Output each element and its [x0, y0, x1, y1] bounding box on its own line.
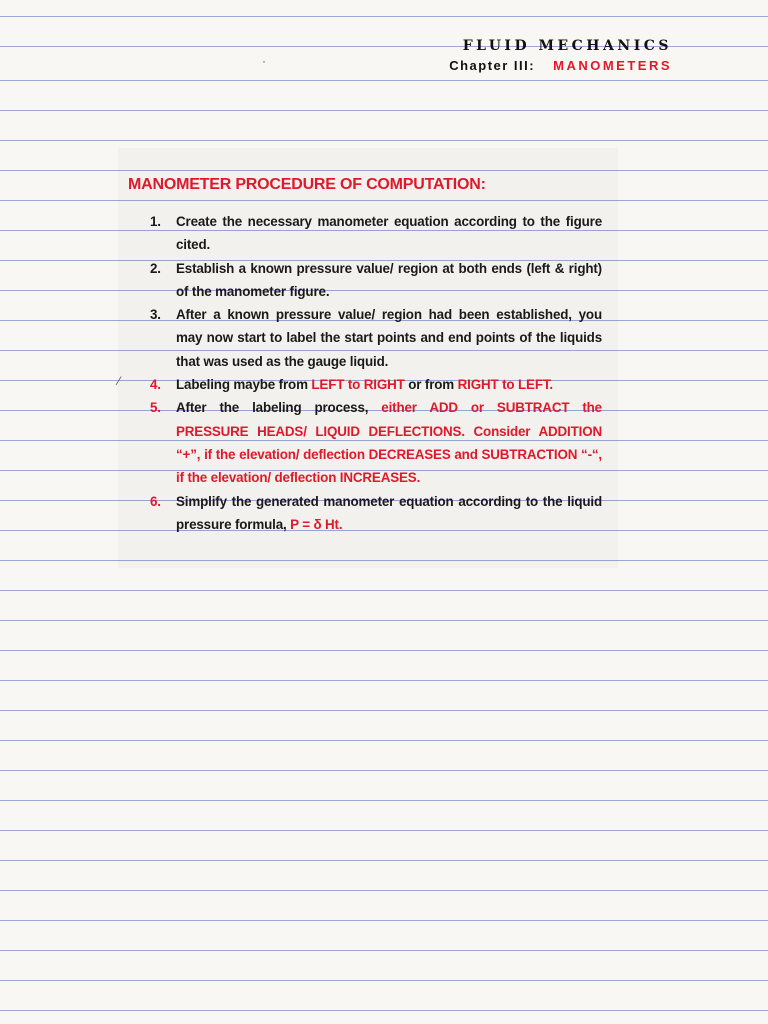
pen-mark: ⁄: [118, 374, 121, 388]
step-text: Create the necessary manometer equation according to the figure cited.: [176, 214, 602, 253]
procedure-step: [150, 303, 602, 373]
step-text-part: .: [549, 377, 553, 393]
step-number: 5.: [150, 400, 161, 416]
step-text: After a known pressure value/ region had been established, you may now start to label the start points and end points of the liquids that was used as the gauge liquid.: [176, 307, 602, 369]
step-text-part: Simplify the generated manometer equation according to the liquid pressure formula,: [176, 493, 602, 532]
section-title: MANOMETER PROCEDURE OF COMPUTATION:: [128, 176, 486, 193]
step-number: 3.: [150, 307, 161, 323]
procedure-step: [150, 257, 602, 304]
procedure-list: [150, 210, 602, 536]
chapter-line: [412, 58, 672, 73]
step-text-part: After the labeling process,: [176, 400, 382, 416]
step-number: 6.: [150, 493, 161, 509]
formula-highlight: P = δ Ht.: [290, 516, 343, 532]
procedure-step: [150, 210, 602, 257]
procedure-step: [150, 490, 602, 537]
step-number: 2.: [150, 260, 161, 276]
course-title: FLUID MECHANICS: [462, 38, 672, 54]
step-text-highlight: either ADD or SUBTRACT the PRESSURE HEADS/ LIQUID DEFLECTIONS. Consider ADDITION “+”, if the elevation/ deflection DECREASES and SUBTRACTION “-“, if the elevation/ deflection INCREASES.: [176, 400, 602, 486]
step-text-highlight: RIGHT to LEFT: [457, 377, 550, 393]
step-text-highlight: LEFT to RIGHT: [311, 377, 405, 393]
chapter-name: MANOMETERS: [553, 58, 672, 73]
procedure-step: [150, 373, 602, 396]
step-text: Establish a known pressure value/ region at both ends (left & right) of the manometer figure.: [176, 260, 602, 299]
pen-dot: ·: [262, 54, 266, 68]
step-text-part: Labeling maybe from: [176, 377, 312, 393]
procedure-step: [150, 396, 602, 489]
step-number: 4.: [150, 377, 161, 393]
page-header: [412, 38, 672, 73]
step-number: 1.: [150, 214, 161, 229]
step-text-part: or from: [404, 377, 458, 393]
chapter-label: Chapter III:: [449, 58, 536, 73]
